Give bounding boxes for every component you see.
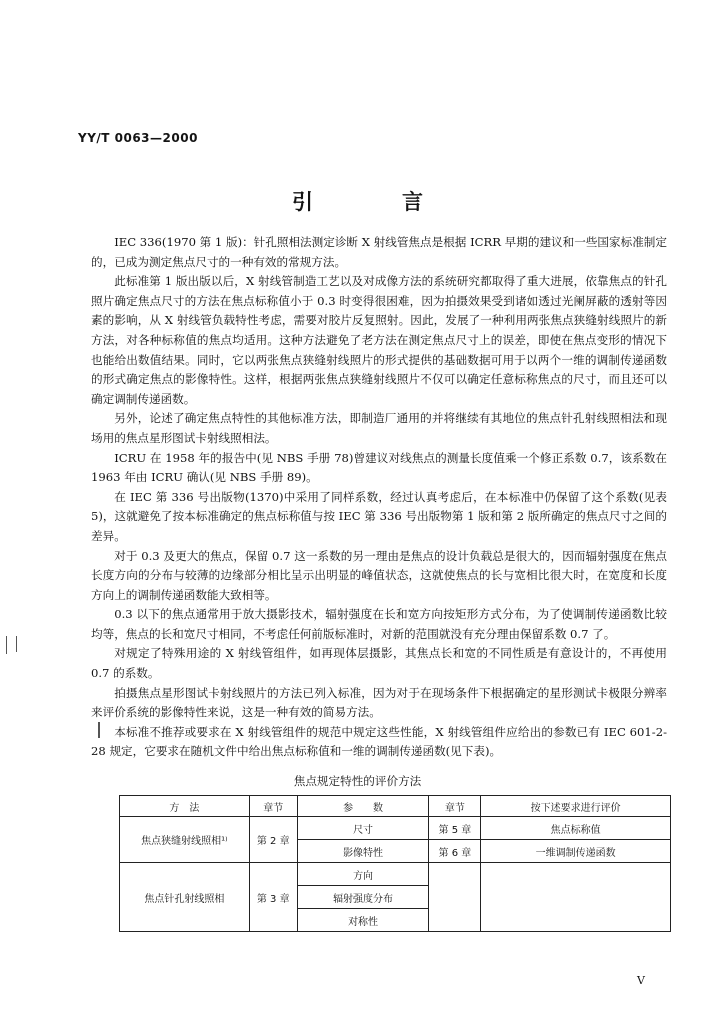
- column-header: 方 法: [120, 796, 250, 817]
- table-cell: [481, 863, 671, 932]
- column-header: 参 数: [297, 796, 429, 817]
- table-cell: 尺寸: [297, 817, 429, 840]
- table-cell: 一维调制传递函数: [481, 840, 671, 863]
- table-caption: 焦点规定特性的评价方法: [293, 774, 422, 788]
- table-cell: 第 6 章: [429, 840, 481, 863]
- table-row: [120, 863, 671, 886]
- paragraph: ICRU 在 1958 年的报告中(见 NBS 手册 78)曾建议对线焦点的测量长度值乘一个修正系数 0.7，该系数在 1963 年由 ICRU 确认(见 NBS 手册 89)。: [91, 450, 667, 485]
- paragraph: 本标准不推荐或要求在 X 射线管组件的规范中规定这些性能，X 射线管组件应给出的参数已有 IEC 601-2-28 规定，它要求在随机文件中给出焦点标称值和一维的调制传递函数(见下表)。: [91, 724, 667, 759]
- standard-code: YY/T 0063—2000: [78, 131, 198, 145]
- table-cell: [429, 863, 481, 932]
- paragraph: 对于 0.3 及更大的焦点，保留 0.7 这一系数的另一理由是焦点的设计负载总是很大的，因而辐射强度在焦点长度方向的分布与较薄的边缘部分相比呈示出明显的峰值状态，这就使焦点的长与宽相比很大时，在宽度和长度方向上的调制传递函数能大致相等。: [91, 548, 667, 602]
- paragraph: 0.3 以下的焦点通常用于放大摄影技术，辐射强度在长和宽方向按矩形方式分布，为了使调制传递函数比较均等，焦点的长和宽尺寸相同，不考虑任何前版标准时，对新的范围就没有充分理由保留系数 0.7 了。: [91, 607, 667, 641]
- table-cell: 第 2 章: [249, 817, 297, 863]
- paragraph: 另外，论述了确定焦点特性的其他标准方法，即制造厂通用的并将继续有其地位的焦点针孔射线照相法和现场用的焦点星形图试卡射线照相法。: [91, 411, 667, 445]
- table-cell: 第 3 章: [249, 863, 297, 932]
- introduction-body: [91, 233, 667, 762]
- table-cell: 第 5 章: [429, 817, 481, 840]
- paragraph: 拍摄焦点星形图试卡射线照片的方法已列入标准，因为对于在现场条件下根据确定的星形测试卡极限分辨率来评价系统的影像特性来说，这是一种有效的简易方法。: [91, 685, 667, 720]
- scan-mark: [6, 636, 7, 654]
- evaluation-table: [119, 795, 671, 932]
- scan-mark: [98, 722, 100, 738]
- table-cell: 焦点针孔射线照相: [120, 863, 250, 932]
- column-header: 章节: [429, 796, 481, 817]
- table-row: [120, 817, 671, 840]
- paragraph: 在 IEC 第 336 号出版物(1370)中采用了同样系数，经过认真考虑后，在本标准中仍保留了这个系数(见表 5)，这就避免了按本标准确定的焦点标称值与按 IEC 第 336 号出版物第 1 版和第 2 版所确定的焦点尺寸之间的差异。: [91, 489, 667, 543]
- table-cell: 影像特性: [297, 840, 429, 863]
- table-cell: 方向: [297, 863, 429, 886]
- paragraph: 对规定了特殊用途的 X 射线管组件，如再现体层摄影，其焦点长和宽的不同性质是有意设计的，不再使用 0.7 的系数。: [91, 646, 667, 681]
- table-header-row: [120, 796, 671, 817]
- column-header: 按下述要求进行评价: [481, 796, 671, 817]
- table-cell: 焦点狭缝射线照相¹⁾: [120, 817, 250, 863]
- scan-mark: [16, 636, 17, 652]
- column-header: 章节: [249, 796, 297, 817]
- paragraph: 此标准第 1 版出版以后，X 射线管制造工艺以及对成像方法的系统研究都取得了重大进展，依靠焦点的针孔照片确定焦点尺寸的方法在焦点标称值小于 0.3 时变得很困难，因为拍摄效果受到诸如透过光阑屏蔽的透射等因素的影响，从 X 射线管负载特性考虑，需要对胶片反复照射。因此，发展了一种利用两张焦点狭缝射线照片的新方法，对各种标称值的焦点均适用。这种方法避免了老方法在测定焦点尺寸上的误差，即使在焦点变形的情况下也能给出数值结果。同时，它以两张焦点狭缝射线照片的形式提供的基础数据可用于以两个一维的调制传递函数的形式确定焦点的影像特性。这样，根据两张焦点狭缝射线照片不仅可以确定任意标称焦点的尺寸，而且还可以确定调制传递函数。: [91, 274, 667, 406]
- page-title: 引 言: [292, 189, 457, 214]
- table-cell: 对称性: [297, 909, 429, 932]
- table-cell: 焦点标称值: [481, 817, 671, 840]
- paragraph: IEC 336(1970 第 1 版)：针孔照相法测定诊断 X 射线管焦点是根据 ICRR 早期的建议和一些国家标准制定的，已成为测定焦点尺寸的一种有效的常规方法。: [91, 235, 667, 269]
- table-cell: 辐射强度分布: [297, 886, 429, 909]
- page-number: Ⅴ: [637, 974, 645, 987]
